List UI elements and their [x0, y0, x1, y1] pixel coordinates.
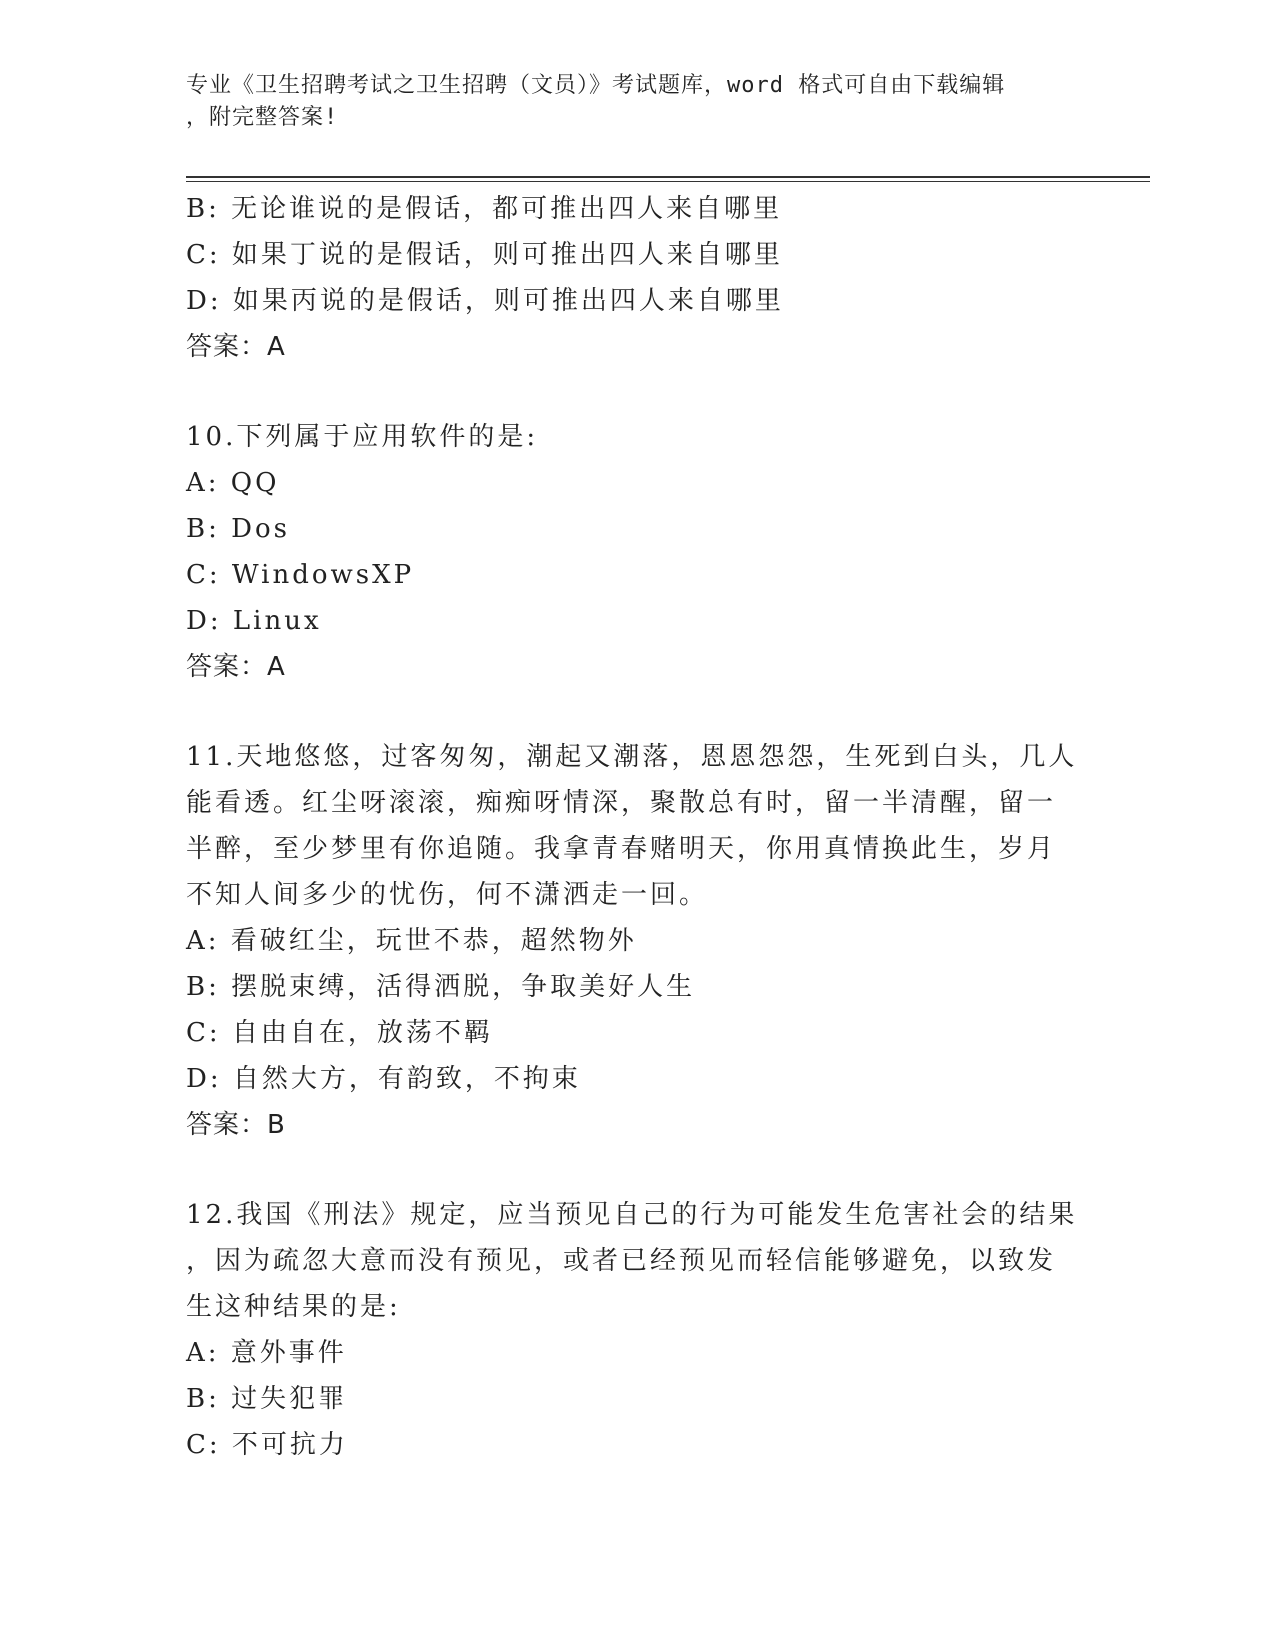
question-text-line-4: 不知人间多少的忧伤，何不潇洒走一回。 — [186, 880, 709, 910]
question-text-line-3: 生这种结果的是: — [186, 1292, 401, 1322]
answer-line: 答案：B — [186, 1110, 286, 1140]
option-c: C: 如果丁说的是假话，则可推出四人来自哪里 — [186, 240, 783, 270]
question-9-tail — [186, 186, 1086, 370]
option-d: D: 自然大方，有韵致，不拘束 — [186, 1064, 581, 1094]
spacer — [186, 370, 1086, 414]
question-text-line-3: 半醉，至少梦里有你追随。我拿青春赌明天，你用真情换此生，岁月 — [186, 834, 1057, 864]
option-c: C: 自由自在，放荡不羁 — [186, 1018, 493, 1048]
option-d: D: 如果丙说的是假话，则可推出四人来自哪里 — [186, 286, 784, 316]
option-b: B: 摆脱束缚，活得洒脱，争取美好人生 — [186, 972, 696, 1002]
option-d: D: Linux — [186, 606, 322, 636]
option-c: C: 不可抗力 — [186, 1430, 348, 1460]
answer-line: 答案：A — [186, 652, 286, 682]
question-12 — [186, 1192, 1086, 1468]
question-text: 10.下列属于应用软件的是: — [186, 422, 539, 452]
document-header — [186, 70, 1066, 134]
question-text-line-1: 12.我国《刑法》规定，应当预见自己的行为可能发生危害社会的结果 — [186, 1200, 1078, 1230]
question-list — [186, 186, 1086, 1468]
header-line-2: ，附完整答案! — [186, 105, 339, 130]
header-double-rule — [186, 176, 1150, 182]
option-a: A: 意外事件 — [186, 1338, 347, 1368]
spacer — [186, 1148, 1086, 1192]
option-b: B: 无论谁说的是假话，都可推出四人来自哪里 — [186, 194, 783, 224]
question-10 — [186, 414, 1086, 690]
question-text-line-1: 11.天地悠悠，过客匆匆，潮起又潮落，恩恩怨怨，生死到白头，几人 — [186, 742, 1078, 772]
question-text-line-2: ，因为疏忽大意而没有预见，或者已经预见而轻信能够避免，以致发 — [186, 1246, 1057, 1276]
header-line-1: 专业《卫生招聘考试之卫生招聘（文员）》考试题库，word 格式可自由下载编辑 — [186, 73, 1006, 98]
question-text-line-2: 能看透。红尘呀滚滚，痴痴呀情深，聚散总有时，留一半清醒，留一 — [186, 788, 1057, 818]
question-11 — [186, 734, 1086, 1148]
answer-line: 答案：A — [186, 332, 286, 362]
option-a: A: 看破红尘，玩世不恭，超然物外 — [186, 926, 637, 956]
option-b: B: Dos — [186, 514, 290, 544]
option-a: A: QQ — [186, 468, 280, 498]
spacer — [186, 690, 1086, 734]
option-b: B: 过失犯罪 — [186, 1384, 348, 1414]
option-c: C: WindowsXP — [186, 560, 415, 590]
